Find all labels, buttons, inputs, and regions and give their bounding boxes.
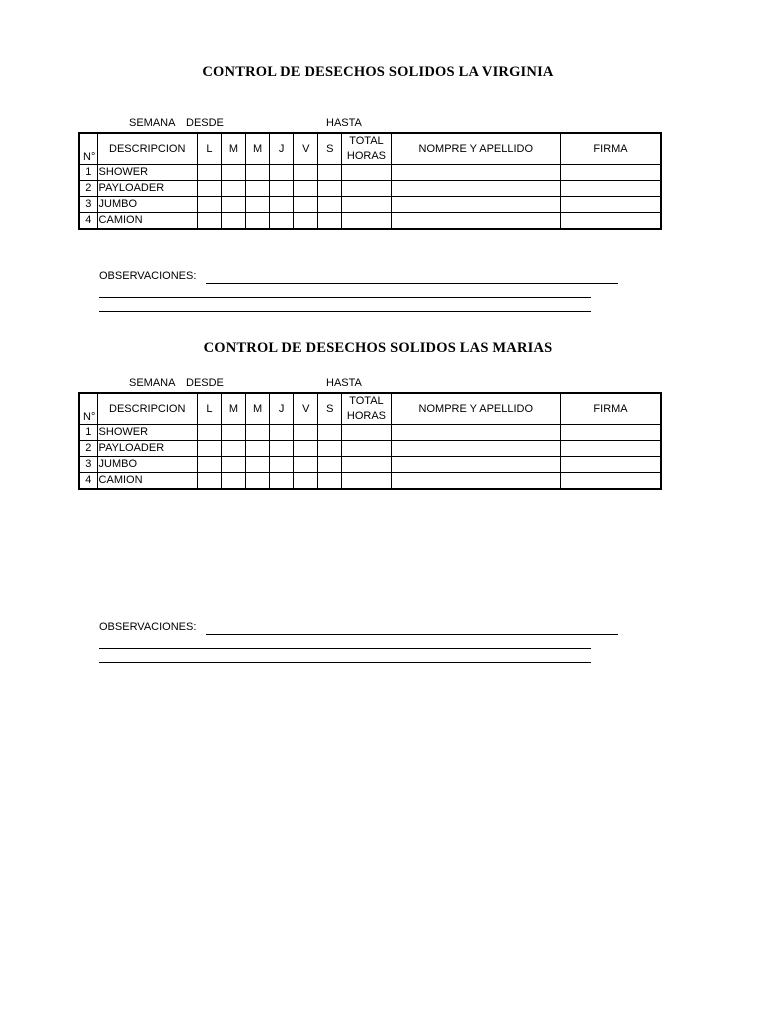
- total-cell[interactable]: [342, 181, 391, 197]
- day-cell[interactable]: [270, 473, 294, 490]
- header-nombre: NOMPRE Y APELLIDO: [391, 133, 561, 165]
- section-title: CONTROL DE DESECHOS SOLIDOS LAS MARIAS: [203, 340, 553, 356]
- day-cell[interactable]: [318, 457, 342, 473]
- day-cell[interactable]: [197, 197, 221, 213]
- observations-line[interactable]: [206, 273, 618, 284]
- equipment-log-table: [78, 392, 662, 490]
- header-total-horas: TOTAL HORAS: [342, 133, 391, 165]
- day-cell[interactable]: [294, 165, 318, 181]
- day-cell[interactable]: [294, 197, 318, 213]
- desde-label: DESDE: [186, 377, 224, 389]
- table-row: [79, 441, 661, 457]
- header-day-m1: M: [221, 393, 245, 425]
- row-number: 4: [79, 213, 97, 230]
- day-cell[interactable]: [197, 181, 221, 197]
- observations-block: [99, 268, 629, 312]
- total-cell[interactable]: [342, 165, 391, 181]
- header-total-horas: TOTAL HORAS: [342, 393, 391, 425]
- row-description: CAMION: [97, 213, 197, 230]
- day-cell[interactable]: [246, 425, 270, 441]
- header-day-m2: M: [246, 393, 270, 425]
- observations-line[interactable]: [99, 301, 591, 312]
- signature-cell[interactable]: [561, 197, 661, 213]
- row-number: 4: [79, 473, 97, 490]
- day-cell[interactable]: [197, 457, 221, 473]
- table-row: [79, 165, 661, 181]
- day-cell[interactable]: [318, 473, 342, 490]
- header-num: N°: [79, 133, 97, 165]
- name-cell[interactable]: [391, 165, 561, 181]
- day-cell[interactable]: [197, 165, 221, 181]
- header-nombre: NOMPRE Y APELLIDO: [391, 393, 561, 425]
- row-description: SHOWER: [97, 425, 197, 441]
- semana-label: SEMANA: [129, 377, 176, 389]
- day-cell[interactable]: [221, 165, 245, 181]
- day-cell[interactable]: [246, 213, 270, 230]
- row-description: JUMBO: [97, 457, 197, 473]
- row-number: 3: [79, 197, 97, 213]
- day-cell[interactable]: [221, 441, 245, 457]
- day-cell[interactable]: [246, 165, 270, 181]
- table-row: [79, 181, 661, 197]
- day-cell[interactable]: [318, 181, 342, 197]
- name-cell[interactable]: [391, 213, 561, 230]
- day-cell[interactable]: [318, 213, 342, 230]
- day-cell[interactable]: [294, 457, 318, 473]
- day-cell[interactable]: [270, 457, 294, 473]
- day-cell[interactable]: [294, 181, 318, 197]
- row-number: 1: [79, 165, 97, 181]
- observations-line[interactable]: [99, 287, 591, 298]
- observations-block: [99, 619, 629, 663]
- observations-line[interactable]: [99, 652, 591, 663]
- name-cell[interactable]: [391, 457, 561, 473]
- header-firma: FIRMA: [561, 393, 661, 425]
- total-cell[interactable]: [342, 473, 391, 490]
- desde-label: DESDE: [186, 117, 224, 129]
- row-description: PAYLOADER: [97, 441, 197, 457]
- header-descripcion: DESCRIPCION: [97, 393, 197, 425]
- hasta-label: HASTA: [326, 377, 362, 389]
- day-cell[interactable]: [318, 425, 342, 441]
- signature-cell[interactable]: [561, 473, 661, 490]
- header-day-m2: M: [246, 133, 270, 165]
- row-description: PAYLOADER: [97, 181, 197, 197]
- signature-cell[interactable]: [561, 181, 661, 197]
- total-cell[interactable]: [342, 197, 391, 213]
- section-title: CONTROL DE DESECHOS SOLIDOS LA VIRGINIA: [202, 64, 554, 80]
- day-cell[interactable]: [197, 473, 221, 490]
- day-cell[interactable]: [246, 441, 270, 457]
- observations-line[interactable]: [99, 638, 591, 649]
- day-cell[interactable]: [221, 181, 245, 197]
- signature-cell[interactable]: [561, 213, 661, 230]
- hasta-label: HASTA: [326, 117, 362, 129]
- header-firma: FIRMA: [561, 133, 661, 165]
- day-cell[interactable]: [246, 473, 270, 490]
- total-cell[interactable]: [342, 425, 391, 441]
- day-cell[interactable]: [270, 425, 294, 441]
- row-number: 1: [79, 425, 97, 441]
- table-row: [79, 425, 661, 441]
- table-row: [79, 473, 661, 490]
- table-header-row: [79, 133, 661, 165]
- table-row: [79, 457, 661, 473]
- observaciones-label: OBSERVACIONES:: [99, 270, 197, 282]
- day-cell[interactable]: [221, 457, 245, 473]
- header-day-j: J: [270, 393, 294, 425]
- day-cell[interactable]: [246, 457, 270, 473]
- name-cell[interactable]: [391, 181, 561, 197]
- signature-cell[interactable]: [561, 457, 661, 473]
- day-cell[interactable]: [294, 473, 318, 490]
- equipment-log-table: [78, 132, 662, 230]
- name-cell[interactable]: [391, 197, 561, 213]
- row-description: SHOWER: [97, 165, 197, 181]
- header-num: N°: [79, 393, 97, 425]
- day-cell[interactable]: [270, 181, 294, 197]
- day-cell[interactable]: [197, 441, 221, 457]
- day-cell[interactable]: [270, 197, 294, 213]
- name-cell[interactable]: [391, 473, 561, 490]
- day-cell[interactable]: [197, 425, 221, 441]
- signature-cell[interactable]: [561, 425, 661, 441]
- name-cell[interactable]: [391, 441, 561, 457]
- day-cell[interactable]: [270, 213, 294, 230]
- day-cell[interactable]: [270, 441, 294, 457]
- day-cell[interactable]: [270, 165, 294, 181]
- name-cell[interactable]: [391, 425, 561, 441]
- semana-label: SEMANA: [129, 117, 176, 129]
- day-cell[interactable]: [197, 213, 221, 230]
- observations-line[interactable]: [206, 624, 618, 635]
- header-day-s: S: [318, 393, 342, 425]
- header-day-j: J: [270, 133, 294, 165]
- signature-cell[interactable]: [561, 441, 661, 457]
- header-day-s: S: [318, 133, 342, 165]
- day-cell[interactable]: [221, 197, 245, 213]
- day-cell[interactable]: [246, 197, 270, 213]
- row-number: 2: [79, 441, 97, 457]
- row-number: 3: [79, 457, 97, 473]
- header-day-v: V: [294, 133, 318, 165]
- header-day-m1: M: [221, 133, 245, 165]
- table-row: [79, 213, 661, 230]
- day-cell[interactable]: [318, 441, 342, 457]
- total-cell[interactable]: [342, 213, 391, 230]
- day-cell[interactable]: [318, 165, 342, 181]
- day-cell[interactable]: [221, 425, 245, 441]
- header-day-l: L: [197, 393, 221, 425]
- day-cell[interactable]: [294, 213, 318, 230]
- row-description: CAMION: [97, 473, 197, 490]
- header-descripcion: DESCRIPCION: [97, 133, 197, 165]
- signature-cell[interactable]: [561, 165, 661, 181]
- header-day-v: V: [294, 393, 318, 425]
- row-number: 2: [79, 181, 97, 197]
- day-cell[interactable]: [294, 441, 318, 457]
- day-cell[interactable]: [294, 425, 318, 441]
- observaciones-label: OBSERVACIONES:: [99, 621, 197, 633]
- table-header-row: [79, 393, 661, 425]
- total-cell[interactable]: [342, 457, 391, 473]
- header-day-l: L: [197, 133, 221, 165]
- day-cell[interactable]: [221, 473, 245, 490]
- day-cell[interactable]: [246, 181, 270, 197]
- table-row: [79, 197, 661, 213]
- day-cell[interactable]: [318, 197, 342, 213]
- total-cell[interactable]: [342, 441, 391, 457]
- day-cell[interactable]: [221, 213, 245, 230]
- row-description: JUMBO: [97, 197, 197, 213]
